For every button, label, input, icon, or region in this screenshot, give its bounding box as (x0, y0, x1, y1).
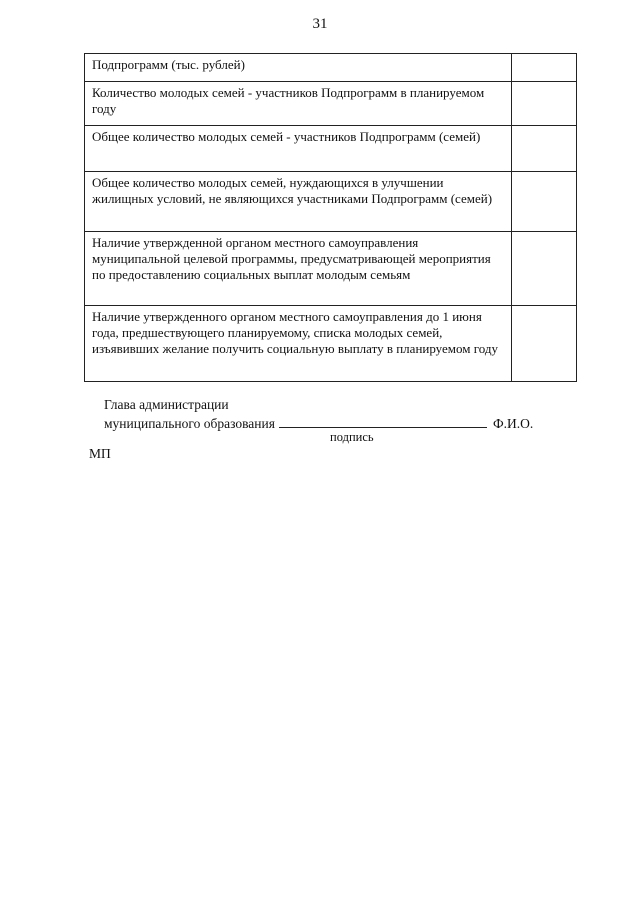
row-label: Подпрограмм (тыс. рублей) (85, 54, 512, 82)
table-row (85, 54, 577, 82)
page-number: 31 (312, 16, 328, 32)
signatory-title-line1: Глава администрации (104, 397, 229, 412)
signatory-title-line2-wrapper (104, 413, 533, 432)
indicators-table (84, 53, 577, 382)
row-value (512, 172, 577, 232)
stamp-label: МП (89, 446, 111, 461)
table-row (85, 232, 577, 306)
row-value (512, 82, 577, 126)
signature-caption: подпись (330, 430, 374, 444)
signatory-title-line2: муниципального образования (104, 416, 275, 431)
row-label: Наличие утвержденного органом местного самоуправления до 1 июня года, предшествующего планируемому, списка молодых семей, изъявивших желание получить социальную выплату в планируемом году (85, 306, 512, 382)
table-row (85, 126, 577, 172)
table-row (85, 172, 577, 232)
row-value (512, 232, 577, 306)
row-value (512, 54, 577, 82)
signature-line (279, 413, 487, 428)
row-label: Общее количество молодых семей, нуждающихся в улучшении жилищных условий, не являющихся участниками Подпрограмм (семей) (85, 172, 512, 232)
row-value (512, 306, 577, 382)
row-label: Общее количество молодых семей - участников Подпрограмм (семей) (85, 126, 512, 172)
fio-label: Ф.И.О. (492, 416, 534, 431)
row-label: Количество молодых семей - участников Подпрограмм в планируемом году (85, 82, 512, 126)
row-label: Наличие утвержденной органом местного самоуправления муниципальной целевой программы, предусматривающей мероприятия по предоставлению социальных выплат молодым семьям (85, 232, 512, 306)
table-row (85, 306, 577, 382)
row-value (512, 126, 577, 172)
signature-block (104, 397, 533, 432)
table-row (85, 82, 577, 126)
